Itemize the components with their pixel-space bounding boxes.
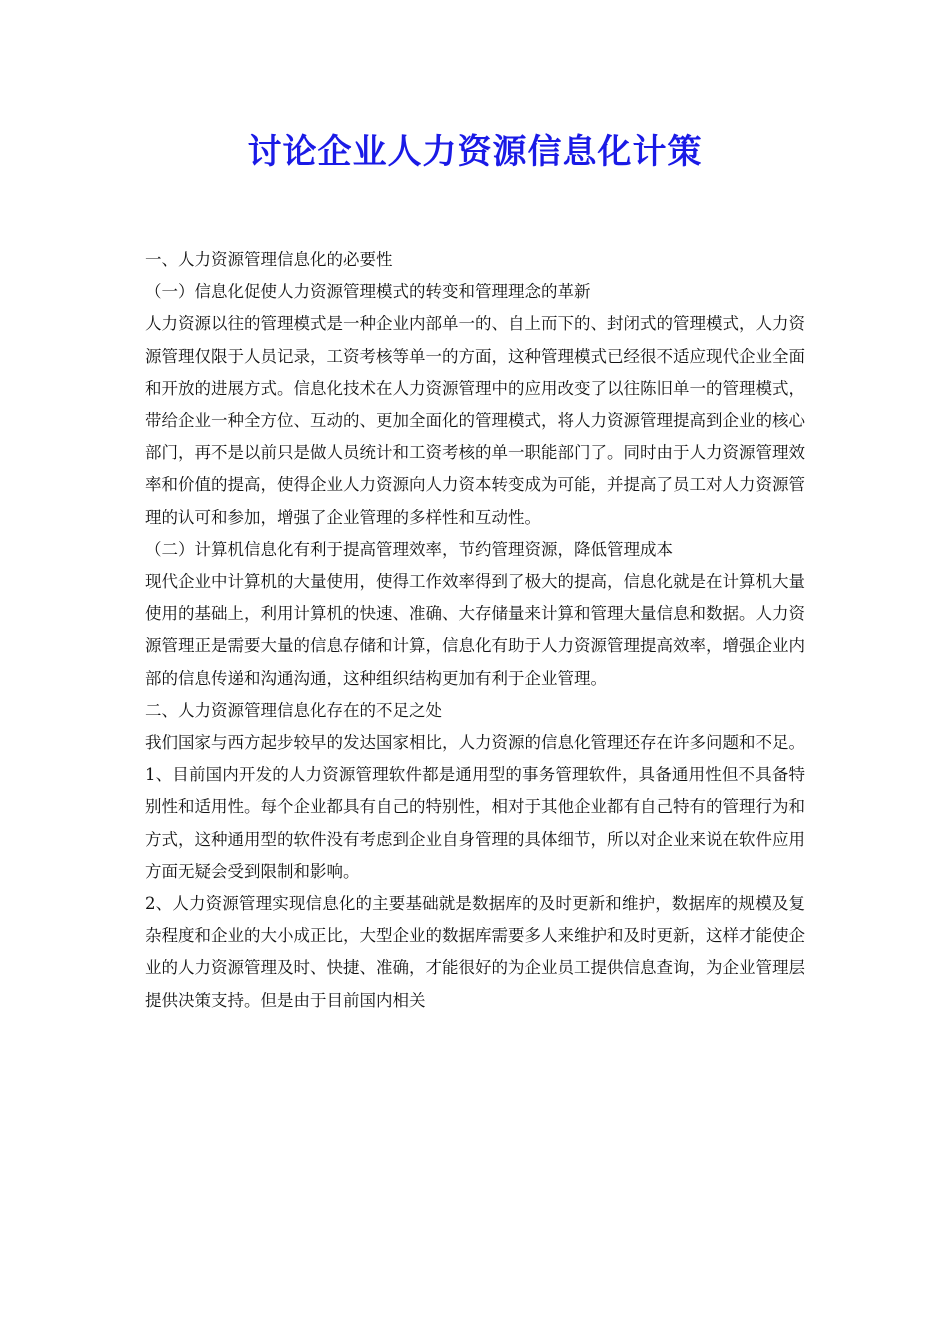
- document-body: [145, 244, 805, 1017]
- subsection-heading-1: （一）信息化促使人力资源管理模式的转变和管理理念的革新: [145, 282, 591, 302]
- subsection-heading-2: （二）计算机信息化有利于提高管理效率，节约管理资源，降低管理成本: [145, 539, 673, 559]
- paragraph: 现代企业中计算机的大量使用，使得工作效率得到了极大的提高，信息化就是在计算机大量使用的基础上，利用计算机的快速、准确、大存储量来计算和管理大量信息和数据。人力资源管理正是需要大量的信息存储和计算，信息化有助于人力资源管理提高效率，增强企业内部的信息传递和沟通沟通，这种组织结构更加有利于企业管理。: [145, 572, 805, 688]
- section-heading-necessity: 一、人力资源管理信息化的必要性: [145, 250, 393, 269]
- document-title: 讨论企业人力资源信息化计策: [247, 132, 703, 172]
- paragraph: 我们国家与西方起步较早的发达国家相比，人力资源的信息化管理还存在许多问题和不足。: [145, 733, 805, 753]
- paragraph: 人力资源以往的管理模式是一种企业内部单一的、自上而下的、封闭式的管理模式，人力资源管理仅限于人员记录，工资考核等单一的方面，这种管理模式已经很不适应现代企业全面和开放的进展方式。信息化技术在人力资源管理中的应用改变了以往陈旧单一的管理模式，带给企业一种全方位、互动的、更加全面化的管理模式，将人力资源管理提高到企业的核心部门，再不是以前只是做人员统计和工资考核的单一职能部门了。同时由于人力资源管理效率和价值的提高，使得企业人力资源向人力资本转变成为可能，并提高了员工对人力资源管理的认可和参加，增强了企业管理的多样性和互动性。: [145, 314, 805, 527]
- paragraph-point-1: 1、目前国内开发的人力资源管理软件都是通用型的事务管理软件，具备通用性但不具备特别性和适用性。每个企业都具有自己的特别性，相对于其他企业都有自己特有的管理行为和方式，这种通用型的软件没有考虑到企业自身管理的具体细节，所以对企业来说在软件应用方面无疑会受到限制和影响。: [145, 765, 805, 881]
- paragraph-point-2: 2、人力资源管理实现信息化的主要基础就是数据库的及时更新和维护，数据库的规模及复杂程度和企业的大小成正比，大型企业的数据库需要多人来维护和及时更新，这样才能使企业的人力资源管理及时、快捷、准确，才能很好的为企业员工提供信息查询，为企业管理层提供决策支持。但是由于目前国内相关: [145, 894, 805, 1010]
- section-heading-shortcomings: 二、人力资源管理信息化存在的不足之处: [145, 700, 442, 720]
